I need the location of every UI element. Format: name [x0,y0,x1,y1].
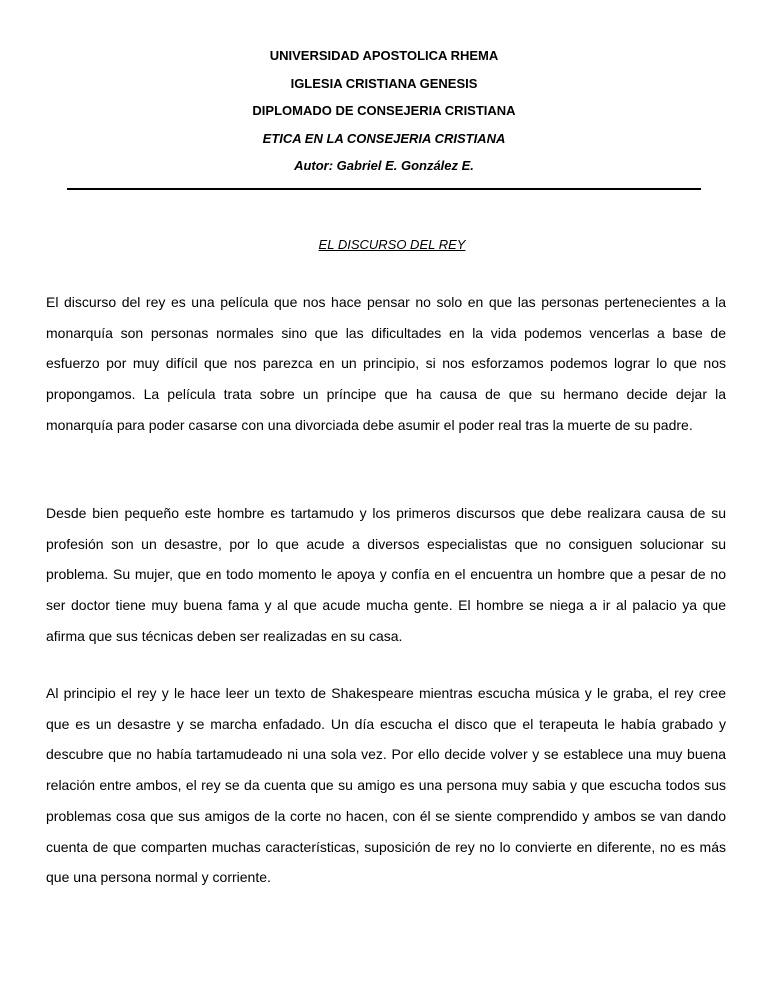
church-name: IGLESIA CRISTIANA GENESIS [290,75,478,91]
university-name: UNIVERSIDAD APOSTOLICA RHEMA [269,48,499,63]
body-paragraph: El discurso del rey es una película que nos hace pensar no solo en que las personas pertenecientes a la monarquía son personas normales sino que las dificultades en la vida podemos vencerlas a base de esfuerzo por muy difícil que nos parezca en un principio, si nos esforzamos podemos lograr lo que nos propongamos. La película trata sobre un príncipe que ha causa de que su hermano decide dejar la monarquía para poder casarse con una divorciada debe asumir el poder real tras la muerte de su padre. [46,294,726,433]
program-name: DIPLOMADO DE CONSEJERIA CRISTIANA [252,103,516,118]
body-paragraph: Desde bien pequeño este hombre es tartamudo y los primeros discursos que debe realizara causa de su profesión son un desastre, por lo que acude a diversos especialistas que no consiguen solucionar su problema. Su mujer, que en todo momento le apoya y confía en el encuentra un hombre que a pesar de no ser doctor tiene muy buena fama y al que acude mucha gente. El hombre se niega a ir al palacio ya que afirma que sus técnicas deben ser realizadas en su casa. [46,505,726,644]
header-divider [67,188,701,190]
body-paragraph: Al principio el rey y le hace leer un texto de Shakespeare mientras escucha música y le graba, el rey cree que es un desastre y se marcha enfadado. Un día escucha el disco que el terapeuta le había grabado y descubre que no había tartamudeado ni una sola vez. Por ello decide volver y se establece una muy buena relación entre ambos, el rey se da cuenta que su amigo es una persona muy sabia y que escucha todos sus problemas cosa que sus amigos de la corte no hacen, con él se siente comprendido y ambos se van dando cuenta de que comparten muchas características, suposición de rey no lo convierte en diferente, no es más que una persona normal y corriente. [46,685,726,886]
document-header [0,42,768,180]
document-title: EL DISCURSO DEL REY [318,237,466,252]
course-name: ETICA EN LA CONSEJERIA CRISTIANA [262,130,506,146]
author-line: Autor: Gabriel E. González E. [294,158,474,173]
